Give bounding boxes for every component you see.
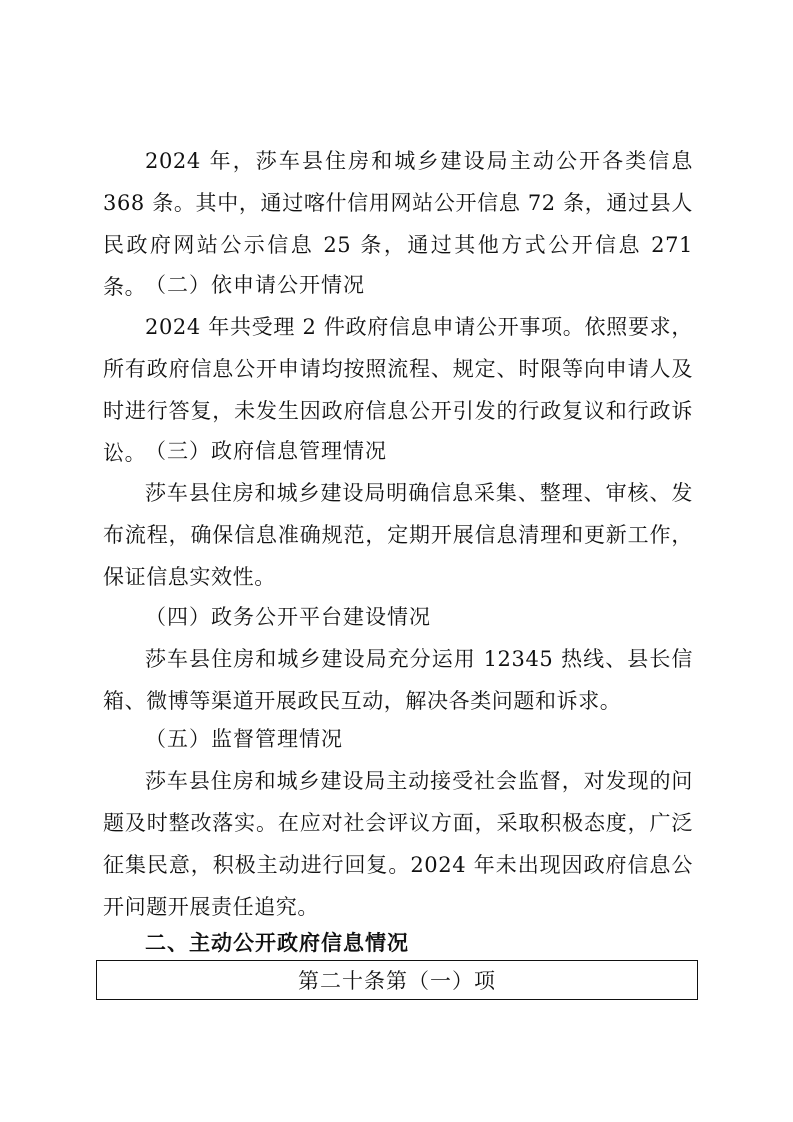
paragraph-application-disclosure: 2024 年共受理 2 件政府信息申请公开事项。依照要求，所有政府信息公开申请均按照流程、规定、时限等向申请人及时进行答复，未发生因政府信息公开引发的行政复议和行政诉讼。 [103,315,693,465]
paragraph-information-management: 莎车县住房和城乡建设局明确信息采集、整理、审核、发布流程，确保信息准确规范，定期开展信息清理和更新工作，保证信息实效性。 [103,481,693,589]
heading-information-management: （三）政府信息管理情况 [145,439,387,463]
paragraph-proactive-disclosure: 2024 年，莎车县住房和城乡建设局主动公开各类信息 368 条。其中，通过喀什信用网站公开信息 72 条，通过县人民政府网站公示信息 25 条，通过其他方式公开信息 271 条。 [103,149,693,299]
paragraph-supervision-management: 莎车县住房和城乡建设局主动接受社会监督，对发现的问题及时整改落实。在应对社会评议方面，采取积极态度，广泛征集民意，积极主动进行回复。2024 年未出现因政府信息公开问题开展责任追究。 [103,769,693,919]
heading-platform-construction: （四）政务公开平台建设情况 [145,605,431,629]
table-header-cell [96,960,698,1000]
table-header-text: 第二十条第（一）项 [298,969,496,993]
heading-supervision-management: （五）监督管理情况 [145,727,343,751]
paragraph-platform-construction: 莎车县住房和城乡建设局充分运用 12345 热线、县长信箱、微博等渠道开展政民互动，解决各类问题和诉求。 [103,647,693,713]
section-heading-proactive-info: 二、主动公开政府信息情况 [145,931,409,955]
heading-application-disclosure: （二）依申请公开情况 [145,273,365,297]
